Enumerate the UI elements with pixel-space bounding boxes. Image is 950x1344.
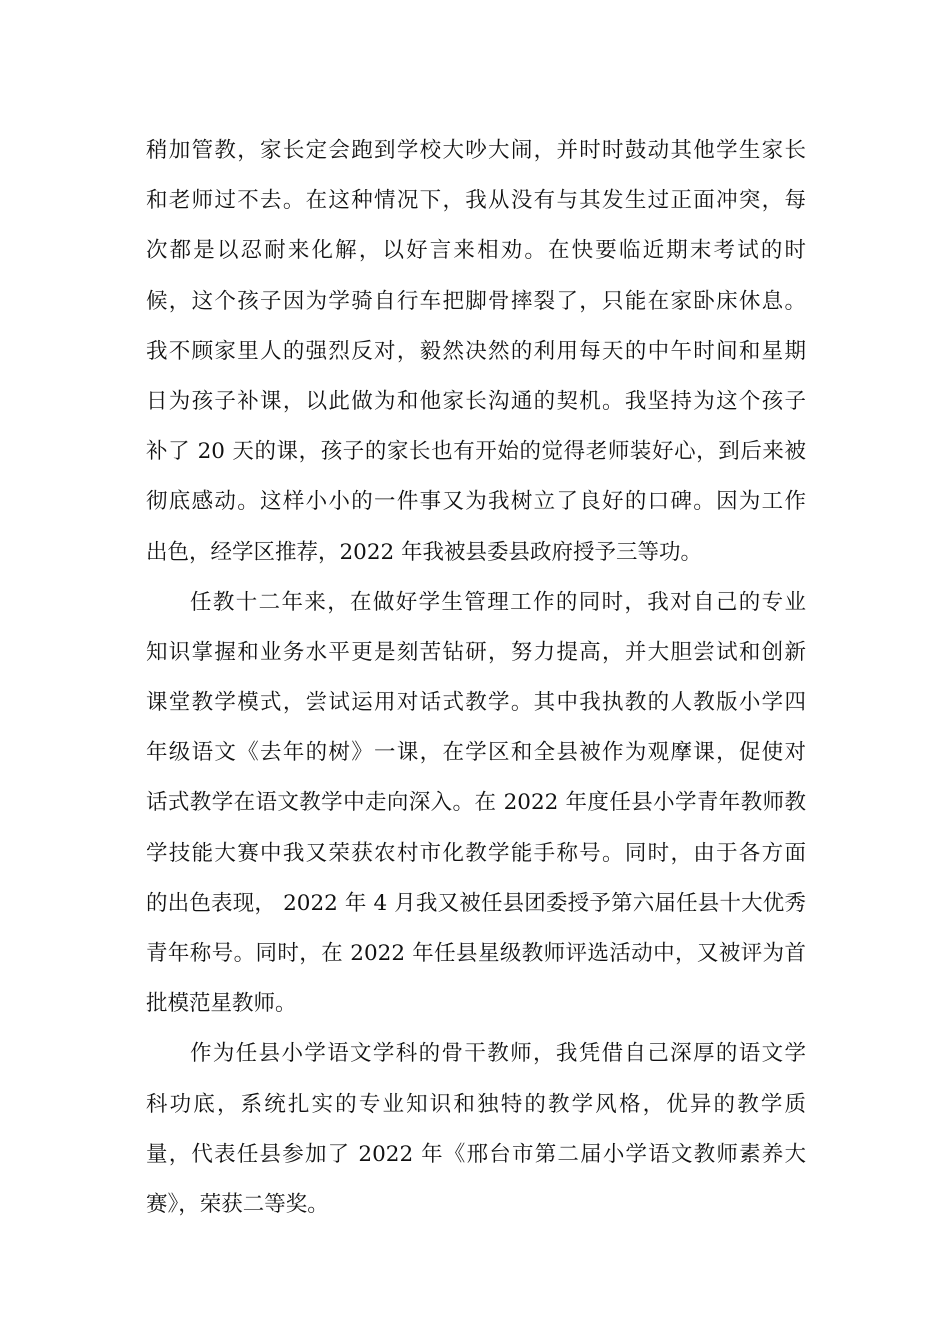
text-line: 次都是以忍耐来化解，以好言来相劝。在快要临近期末考试的时 [146,238,806,264]
text-line: 的出色表现， 2022 年 4 月我又被任县团委授予第六届任县十大优秀 [146,890,806,916]
text-line: 课堂教学模式，尝试运用对话式教学。其中我执教的人教版小学四 [146,690,806,716]
text-line: 赛》，荣获二等奖。 [146,1191,329,1217]
paragraph-first-line: 任教十二年来，在做好学生管理工作的同时，我对自己的专业 [190,589,806,615]
text-line: 彻底感动。这样小小的一件事又为我树立了良好的口碑。因为工作 [146,489,806,515]
text-line: 年级语文《去年的树》一课，在学区和全县被作为观摩课，促使对 [146,740,806,766]
text-line: 出色，经学区推荐，2022 年我被县委县政府授予三等功。 [146,539,703,565]
paragraph-first-line: 作为任县小学语文学科的骨干教师，我凭借自己深厚的语文学 [190,1041,806,1067]
text-line: 学技能大赛中我又荣获农村市化教学能手称号。同时，由于各方面 [146,840,806,866]
text-line: 我不顾家里人的强烈反对，毅然决然的利用每天的中午时间和星期 [146,338,806,364]
text-line: 知识掌握和业务水平更是刻苦钻研，努力提高，并大胆尝试和创新 [146,639,806,665]
text-line: 量，代表任县参加了 2022 年《邢台市第二届小学语文教师素养大 [146,1141,806,1167]
text-line: 候，这个孩子因为学骑自行车把脚骨摔裂了，只能在家卧床休息。 [146,288,806,314]
text-line: 和老师过不去。在这种情况下，我从没有与其发生过正面冲突，每 [146,188,806,214]
text-line: 话式教学在语文教学中走向深入。在 2022 年度任县小学青年教师教 [146,790,806,816]
text-line: 补了 20 天的课，孩子的家长也有开始的觉得老师装好心，到后来被 [146,439,806,465]
text-line: 日为孩子补课，以此做为和他家长沟通的契机。我坚持为这个孩子 [146,388,806,414]
text-line: 青年称号。同时，在 2022 年任县星级教师评选活动中，又被评为首 [146,941,806,966]
body-text [146,126,806,1230]
text-line: 稍加管教，家长定会跑到学校大吵大闹，并时时鼓动其他学生家长 [146,138,806,163]
text-line: 批模范星教师。 [146,991,297,1017]
text-line: 科功底，系统扎实的专业知识和独特的教学风格，优异的教学质 [146,1091,806,1117]
